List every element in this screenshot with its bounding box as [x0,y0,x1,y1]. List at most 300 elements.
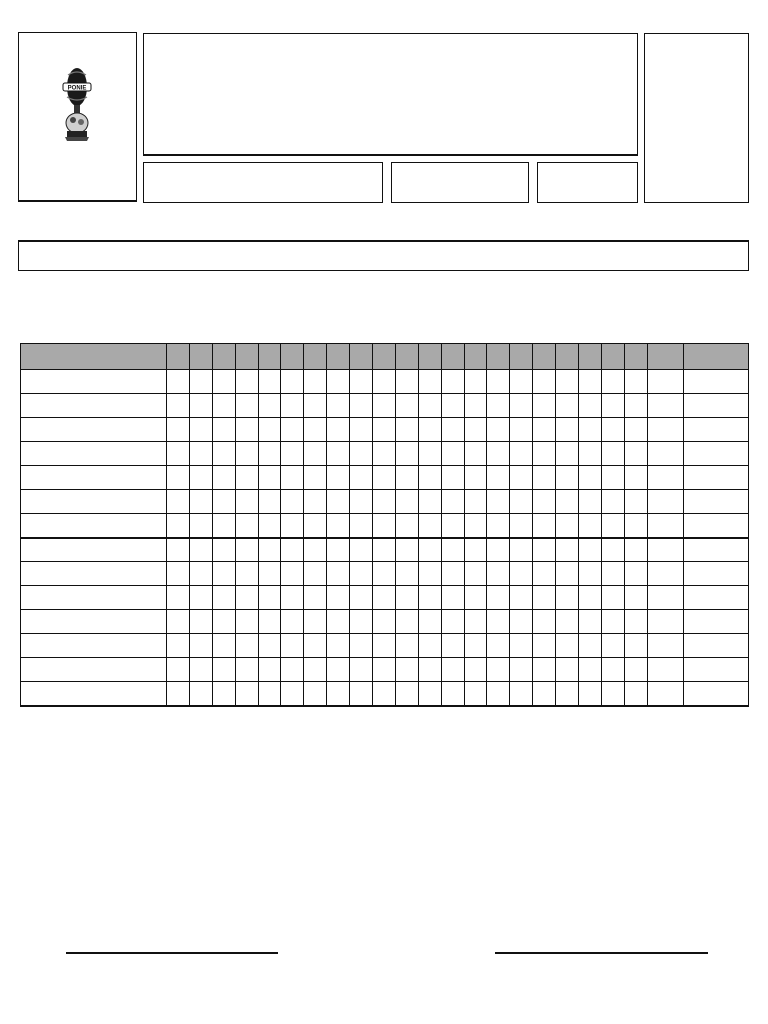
day-cell[interactable] [212,394,235,418]
total-cell[interactable] [647,562,683,586]
day-cell[interactable] [395,370,418,394]
day-cell[interactable] [624,466,647,490]
day-cell[interactable] [487,466,510,490]
day-cell[interactable] [189,586,212,610]
day-cell[interactable] [281,466,304,490]
day-cell[interactable] [441,634,464,658]
day-cell[interactable] [167,514,190,538]
remarks-cell[interactable] [683,586,748,610]
day-cell[interactable] [601,610,624,634]
day-cell[interactable] [350,370,373,394]
day-cell[interactable] [624,586,647,610]
day-cell[interactable] [464,586,487,610]
day-cell[interactable] [304,562,327,586]
total-cell[interactable] [647,610,683,634]
day-cell[interactable] [418,442,441,466]
day-cell[interactable] [464,610,487,634]
day-cell[interactable] [373,442,396,466]
day-cell[interactable] [167,490,190,514]
day-cell[interactable] [487,682,510,706]
day-cell[interactable] [212,610,235,634]
day-cell[interactable] [601,466,624,490]
day-cell[interactable] [418,370,441,394]
day-cell[interactable] [258,586,281,610]
day-cell[interactable] [395,394,418,418]
day-cell[interactable] [556,610,579,634]
day-cell[interactable] [579,370,602,394]
day-cell[interactable] [167,634,190,658]
name-cell[interactable] [21,634,167,658]
day-cell[interactable] [189,562,212,586]
day-cell[interactable] [373,586,396,610]
day-cell[interactable] [189,538,212,562]
day-cell[interactable] [510,538,533,562]
day-cell[interactable] [601,538,624,562]
day-cell[interactable] [373,466,396,490]
day-cell[interactable] [487,586,510,610]
day-cell[interactable] [487,490,510,514]
day-cell[interactable] [281,394,304,418]
name-cell[interactable] [21,538,167,562]
day-cell[interactable] [258,418,281,442]
day-cell[interactable] [533,490,556,514]
day-cell[interactable] [350,514,373,538]
day-cell[interactable] [533,466,556,490]
day-cell[interactable] [487,634,510,658]
day-cell[interactable] [167,394,190,418]
day-cell[interactable] [373,562,396,586]
day-cell[interactable] [235,682,258,706]
day-cell[interactable] [556,562,579,586]
day-cell[interactable] [510,514,533,538]
day-cell[interactable] [510,442,533,466]
day-cell[interactable] [350,682,373,706]
day-cell[interactable] [510,658,533,682]
day-cell[interactable] [258,370,281,394]
day-cell[interactable] [556,418,579,442]
day-cell[interactable] [579,442,602,466]
name-cell[interactable] [21,586,167,610]
day-cell[interactable] [510,682,533,706]
day-cell[interactable] [464,682,487,706]
day-cell[interactable] [487,442,510,466]
total-cell[interactable] [647,634,683,658]
day-cell[interactable] [395,418,418,442]
day-cell[interactable] [281,658,304,682]
header-field-2[interactable] [391,162,529,203]
day-cell[interactable] [533,418,556,442]
day-cell[interactable] [395,658,418,682]
total-cell[interactable] [647,370,683,394]
day-cell[interactable] [350,394,373,418]
day-cell[interactable] [327,538,350,562]
day-cell[interactable] [601,442,624,466]
day-cell[interactable] [464,634,487,658]
day-cell[interactable] [212,442,235,466]
day-cell[interactable] [601,394,624,418]
day-cell[interactable] [235,610,258,634]
day-cell[interactable] [304,634,327,658]
day-cell[interactable] [533,658,556,682]
day-cell[interactable] [464,466,487,490]
day-cell[interactable] [189,466,212,490]
day-cell[interactable] [441,562,464,586]
day-cell[interactable] [327,586,350,610]
day-cell[interactable] [212,586,235,610]
day-cell[interactable] [441,418,464,442]
day-cell[interactable] [350,442,373,466]
day-cell[interactable] [624,442,647,466]
total-cell[interactable] [647,466,683,490]
day-cell[interactable] [281,610,304,634]
day-cell[interactable] [464,514,487,538]
day-cell[interactable] [327,514,350,538]
day-cell[interactable] [281,514,304,538]
day-cell[interactable] [487,610,510,634]
day-cell[interactable] [327,658,350,682]
day-cell[interactable] [395,586,418,610]
header-field-1[interactable] [143,162,383,203]
day-cell[interactable] [418,610,441,634]
right-info-box[interactable] [644,33,749,203]
day-cell[interactable] [304,610,327,634]
day-cell[interactable] [601,658,624,682]
remarks-cell[interactable] [683,634,748,658]
day-cell[interactable] [579,394,602,418]
day-cell[interactable] [464,538,487,562]
day-cell[interactable] [510,394,533,418]
day-cell[interactable] [533,562,556,586]
day-cell[interactable] [441,682,464,706]
remarks-cell[interactable] [683,370,748,394]
total-cell[interactable] [647,682,683,706]
day-cell[interactable] [189,682,212,706]
day-cell[interactable] [373,514,396,538]
day-cell[interactable] [235,442,258,466]
day-cell[interactable] [258,682,281,706]
day-cell[interactable] [395,514,418,538]
day-cell[interactable] [350,538,373,562]
day-cell[interactable] [327,634,350,658]
day-cell[interactable] [235,514,258,538]
title-box[interactable] [143,33,638,156]
day-cell[interactable] [235,562,258,586]
day-cell[interactable] [373,682,396,706]
header-field-3[interactable] [537,162,638,203]
day-cell[interactable] [304,514,327,538]
day-cell[interactable] [235,466,258,490]
day-cell[interactable] [533,538,556,562]
day-cell[interactable] [304,370,327,394]
day-cell[interactable] [624,610,647,634]
day-cell[interactable] [510,634,533,658]
day-cell[interactable] [510,466,533,490]
day-cell[interactable] [418,586,441,610]
banner-bar[interactable] [18,240,749,271]
day-cell[interactable] [304,394,327,418]
day-cell[interactable] [395,634,418,658]
total-cell[interactable] [647,586,683,610]
day-cell[interactable] [418,490,441,514]
day-cell[interactable] [441,658,464,682]
day-cell[interactable] [624,394,647,418]
day-cell[interactable] [212,682,235,706]
day-cell[interactable] [167,466,190,490]
day-cell[interactable] [579,466,602,490]
day-cell[interactable] [304,490,327,514]
day-cell[interactable] [624,514,647,538]
day-cell[interactable] [212,370,235,394]
name-cell[interactable] [21,370,167,394]
day-cell[interactable] [533,514,556,538]
day-cell[interactable] [258,658,281,682]
remarks-cell[interactable] [683,466,748,490]
day-cell[interactable] [189,370,212,394]
day-cell[interactable] [350,634,373,658]
day-cell[interactable] [601,514,624,538]
day-cell[interactable] [418,682,441,706]
day-cell[interactable] [212,490,235,514]
day-cell[interactable] [258,466,281,490]
remarks-cell[interactable] [683,514,748,538]
day-cell[interactable] [258,394,281,418]
day-cell[interactable] [281,418,304,442]
day-cell[interactable] [395,538,418,562]
day-cell[interactable] [167,370,190,394]
day-cell[interactable] [487,562,510,586]
day-cell[interactable] [235,370,258,394]
day-cell[interactable] [212,466,235,490]
day-cell[interactable] [281,634,304,658]
day-cell[interactable] [533,586,556,610]
day-cell[interactable] [441,538,464,562]
name-cell[interactable] [21,610,167,634]
day-cell[interactable] [601,490,624,514]
day-cell[interactable] [601,562,624,586]
day-cell[interactable] [304,682,327,706]
day-cell[interactable] [441,394,464,418]
day-cell[interactable] [533,610,556,634]
day-cell[interactable] [441,610,464,634]
day-cell[interactable] [464,442,487,466]
day-cell[interactable] [556,634,579,658]
day-cell[interactable] [579,490,602,514]
day-cell[interactable] [464,562,487,586]
day-cell[interactable] [510,562,533,586]
day-cell[interactable] [304,418,327,442]
day-cell[interactable] [350,466,373,490]
name-cell[interactable] [21,490,167,514]
total-cell[interactable] [647,658,683,682]
name-cell[interactable] [21,562,167,586]
day-cell[interactable] [601,682,624,706]
name-cell[interactable] [21,658,167,682]
day-cell[interactable] [258,490,281,514]
name-cell[interactable] [21,442,167,466]
day-cell[interactable] [373,610,396,634]
day-cell[interactable] [487,418,510,442]
day-cell[interactable] [579,682,602,706]
day-cell[interactable] [350,658,373,682]
day-cell[interactable] [601,370,624,394]
day-cell[interactable] [418,418,441,442]
day-cell[interactable] [395,610,418,634]
day-cell[interactable] [258,634,281,658]
day-cell[interactable] [395,466,418,490]
day-cell[interactable] [373,418,396,442]
day-cell[interactable] [167,586,190,610]
day-cell[interactable] [556,514,579,538]
day-cell[interactable] [327,370,350,394]
day-cell[interactable] [487,658,510,682]
day-cell[interactable] [395,442,418,466]
day-cell[interactable] [304,538,327,562]
name-cell[interactable] [21,682,167,706]
day-cell[interactable] [350,418,373,442]
day-cell[interactable] [281,490,304,514]
day-cell[interactable] [464,490,487,514]
day-cell[interactable] [281,586,304,610]
day-cell[interactable] [327,394,350,418]
day-cell[interactable] [189,610,212,634]
name-cell[interactable] [21,466,167,490]
day-cell[interactable] [189,490,212,514]
day-cell[interactable] [395,562,418,586]
day-cell[interactable] [556,394,579,418]
day-cell[interactable] [510,370,533,394]
day-cell[interactable] [350,610,373,634]
day-cell[interactable] [464,370,487,394]
day-cell[interactable] [327,418,350,442]
day-cell[interactable] [167,610,190,634]
day-cell[interactable] [601,586,624,610]
day-cell[interactable] [487,370,510,394]
day-cell[interactable] [533,394,556,418]
remarks-cell[interactable] [683,658,748,682]
day-cell[interactable] [556,466,579,490]
day-cell[interactable] [510,610,533,634]
remarks-cell[interactable] [683,610,748,634]
remarks-cell[interactable] [683,538,748,562]
day-cell[interactable] [373,538,396,562]
day-cell[interactable] [258,442,281,466]
day-cell[interactable] [235,586,258,610]
day-cell[interactable] [212,634,235,658]
day-cell[interactable] [510,490,533,514]
day-cell[interactable] [281,370,304,394]
remarks-cell[interactable] [683,418,748,442]
day-cell[interactable] [624,490,647,514]
name-cell[interactable] [21,514,167,538]
day-cell[interactable] [579,562,602,586]
day-cell[interactable] [212,538,235,562]
total-cell[interactable] [647,418,683,442]
day-cell[interactable] [212,514,235,538]
day-cell[interactable] [441,490,464,514]
day-cell[interactable] [167,562,190,586]
day-cell[interactable] [304,442,327,466]
day-cell[interactable] [167,418,190,442]
day-cell[interactable] [373,370,396,394]
total-cell[interactable] [647,442,683,466]
day-cell[interactable] [189,418,212,442]
day-cell[interactable] [556,658,579,682]
total-cell[interactable] [647,538,683,562]
day-cell[interactable] [556,490,579,514]
day-cell[interactable] [556,370,579,394]
day-cell[interactable] [579,418,602,442]
day-cell[interactable] [624,370,647,394]
total-cell[interactable] [647,514,683,538]
day-cell[interactable] [235,394,258,418]
day-cell[interactable] [258,514,281,538]
remarks-cell[interactable] [683,490,748,514]
day-cell[interactable] [189,514,212,538]
day-cell[interactable] [373,490,396,514]
day-cell[interactable] [533,682,556,706]
day-cell[interactable] [212,418,235,442]
name-cell[interactable] [21,418,167,442]
day-cell[interactable] [624,418,647,442]
day-cell[interactable] [624,538,647,562]
remarks-cell[interactable] [683,562,748,586]
day-cell[interactable] [579,634,602,658]
day-cell[interactable] [281,442,304,466]
day-cell[interactable] [441,442,464,466]
day-cell[interactable] [167,442,190,466]
day-cell[interactable] [601,418,624,442]
day-cell[interactable] [235,658,258,682]
day-cell[interactable] [579,538,602,562]
day-cell[interactable] [624,682,647,706]
day-cell[interactable] [304,466,327,490]
day-cell[interactable] [350,490,373,514]
day-cell[interactable] [418,562,441,586]
day-cell[interactable] [212,658,235,682]
remarks-cell[interactable] [683,682,748,706]
day-cell[interactable] [189,394,212,418]
day-cell[interactable] [510,586,533,610]
day-cell[interactable] [464,394,487,418]
day-cell[interactable] [235,634,258,658]
day-cell[interactable] [441,466,464,490]
day-cell[interactable] [418,634,441,658]
day-cell[interactable] [350,586,373,610]
day-cell[interactable] [579,586,602,610]
day-cell[interactable] [258,538,281,562]
day-cell[interactable] [235,490,258,514]
day-cell[interactable] [327,466,350,490]
day-cell[interactable] [212,562,235,586]
day-cell[interactable] [418,658,441,682]
day-cell[interactable] [304,658,327,682]
day-cell[interactable] [624,658,647,682]
day-cell[interactable] [304,586,327,610]
day-cell[interactable] [579,514,602,538]
day-cell[interactable] [487,394,510,418]
day-cell[interactable] [579,610,602,634]
day-cell[interactable] [167,538,190,562]
day-cell[interactable] [373,634,396,658]
day-cell[interactable] [258,610,281,634]
total-cell[interactable] [647,490,683,514]
day-cell[interactable] [441,586,464,610]
day-cell[interactable] [189,658,212,682]
day-cell[interactable] [418,514,441,538]
total-cell[interactable] [647,394,683,418]
day-cell[interactable] [373,394,396,418]
day-cell[interactable] [487,514,510,538]
